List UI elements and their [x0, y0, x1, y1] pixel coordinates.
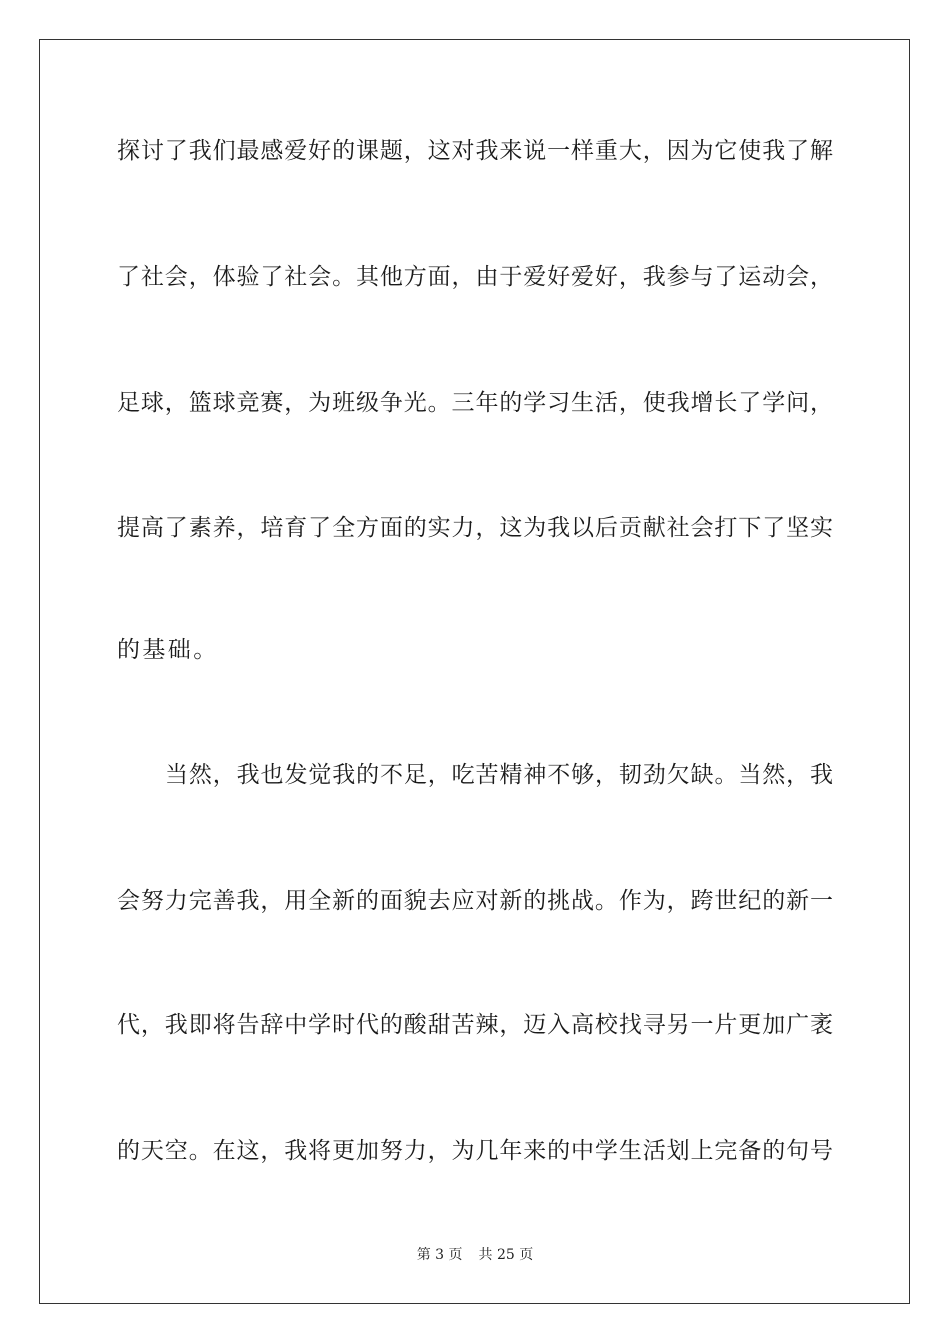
paragraph-line: 的基础。: [117, 637, 219, 663]
paragraph-line: 探讨了我们最感爱好的课题，这对我来说一样重大，因为它使我了解: [117, 138, 833, 164]
paragraph-line: 代，我即将告辞中学时代的酸甜苦辣，迈入高校找寻另一片更加广袤: [117, 1012, 833, 1038]
page-border: [39, 39, 910, 1304]
paragraph-line: 当然，我也发觉我的不足，吃苦精神不够，韧劲欠缺。当然，我: [165, 762, 833, 788]
page-footer: [0, 1246, 950, 1264]
paragraph-line: 的天空。在这，我将更加努力，为几年来的中学生活划上完备的句号: [117, 1138, 833, 1164]
paragraph-line: 会努力完善我，用全新的面貌去应对新的挑战。作为，跨世纪的新一: [117, 888, 833, 914]
page-total: 共 25 页: [478, 1247, 534, 1263]
paragraph-line: 提高了素养，培育了全方面的实力，这为我以后贡献社会打下了坚实: [117, 515, 833, 541]
paragraph-line: 了社会，体验了社会。其他方面，由于爱好爱好，我参与了运动会，: [117, 264, 833, 290]
page-number: 第 3 页: [416, 1247, 463, 1263]
paragraph-line: 足球，篮球竞赛，为班级争光。三年的学习生活，使我增长了学问，: [117, 390, 833, 416]
